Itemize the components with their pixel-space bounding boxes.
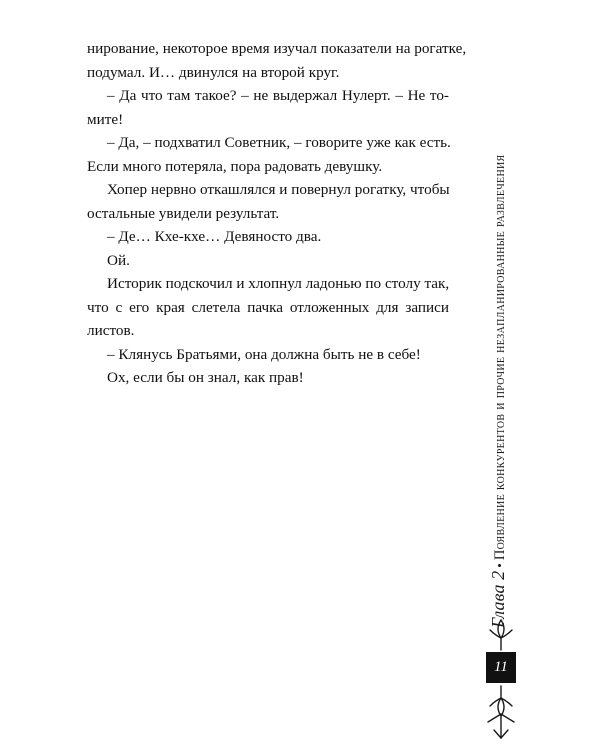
text-line: нирование, некоторое время изучал показатели на рогатке,: [87, 40, 467, 57]
text-line: – Де… Кхе-кхе… Девяносто два.: [107, 228, 322, 245]
text-line: Ой.: [107, 251, 130, 269]
text-line: – Клянусь Братьями, она должна быть не в себе!: [107, 345, 421, 363]
text-line: – Да, – подхватил Советник, – говорите уже как есть.: [107, 134, 451, 151]
body-text: [87, 37, 467, 390]
text-line: остальные увидели результат.: [87, 204, 280, 222]
page-number: 11: [486, 652, 516, 683]
text-line: Ох, если бы он знал, как прав!: [107, 369, 304, 386]
chapter-label: Глава 2: [488, 570, 508, 628]
text-line: подумал. И… двинулся на второй круг.: [87, 63, 340, 81]
chapter-title: Появление конкурентов и прочие незапланированные развлечения: [492, 154, 508, 561]
text-line: Если много потеряла, пора радовать девушку.: [87, 157, 383, 175]
separator-bullet: •: [492, 563, 507, 568]
text-line: – Да что там такое? – не выдержал Нулерт. – Не то-: [107, 87, 449, 104]
text-line: Хопер нервно откашлялся и повернул рогатку, чтобы: [107, 181, 450, 198]
running-head: [488, 155, 509, 628]
text-line: листов.: [87, 322, 135, 339]
text-line: что с его края слетела пачка отложенных для записи: [87, 298, 449, 316]
text-line: Историк подскочил и хлопнул ладонью по столу так,: [107, 275, 450, 292]
text-line: мите!: [87, 110, 124, 128]
